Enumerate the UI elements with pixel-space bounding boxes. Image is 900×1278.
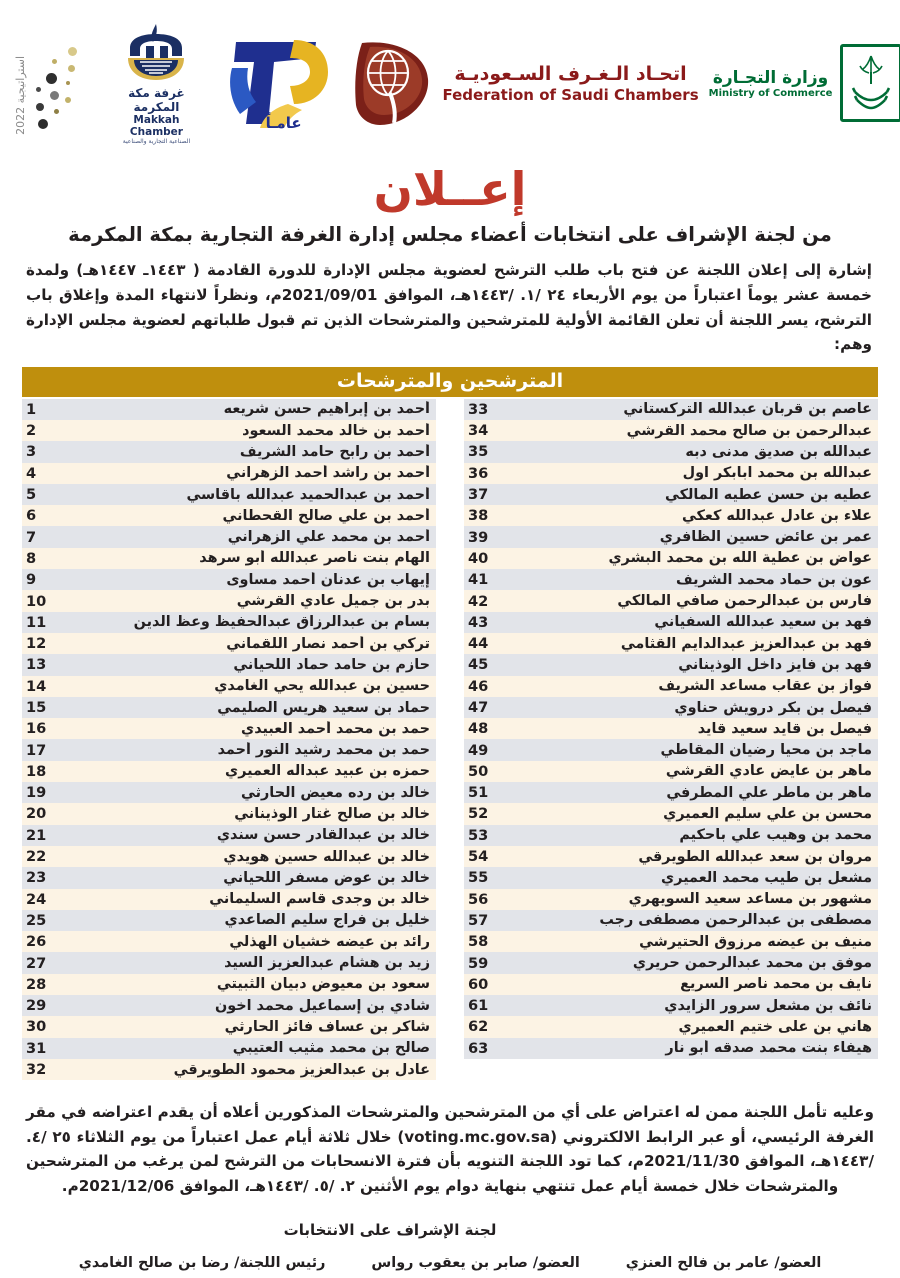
table-row (464, 484, 878, 505)
candidate-number: 34 (468, 422, 489, 440)
table-row (464, 910, 878, 931)
table-row (22, 825, 436, 846)
candidate-name: نائف بن مشعل سرور الزايدي (664, 997, 872, 1014)
candidate-number: 7 (26, 528, 37, 546)
candidate-name: فهد بن فايز داخل الوذيناني (678, 656, 872, 673)
candidate-name: عبدالرحمن بن صالح محمد القرشي (626, 422, 872, 439)
candidate-name: منيف بن عيضه مرزوق الحتيرشي (639, 933, 872, 950)
makkah-chamber-english: Makkah Chamber (129, 113, 183, 138)
table-row (464, 633, 878, 654)
candidate-name: حمزه بن عبيد عبداله العميري (225, 763, 430, 780)
table-row (22, 484, 436, 505)
candidate-name: مروان بن سعد عبدالله الطويرقي (638, 848, 872, 865)
candidate-name: أحمد بن إبراهيم حسن شريعه (223, 401, 430, 418)
candidate-number: 63 (468, 1039, 489, 1057)
table-row (22, 633, 436, 654)
page-title: إعــلان (373, 162, 527, 216)
table-row (22, 718, 436, 739)
makkah-chamber-tagline: الصناعية التجارية والصناعية (122, 137, 191, 145)
candidate-number: 39 (468, 528, 489, 546)
candidate-number: 30 (26, 1018, 47, 1036)
candidate-name: حمد بن محمد أحمد العبيدي (241, 720, 430, 737)
candidate-number: 35 (468, 443, 489, 461)
makkah-chamber-mark-icon (110, 22, 202, 84)
table-row (22, 974, 436, 995)
table-row (22, 803, 436, 824)
candidate-name: أحمد بن عبدالحميد عبدالله باقاسي (186, 486, 430, 503)
candidate-name: فهد بن عبدالعزيز عبدالدايم القثامي (620, 635, 872, 652)
table-row (464, 399, 878, 420)
table-row (22, 761, 436, 782)
candidate-name: أحمد بن خالد محمد السعود (242, 422, 430, 439)
candidate-name: فارس بن عبدالرحمن صافي المالكي (617, 593, 872, 610)
candidate-number: 48 (468, 720, 489, 738)
candidate-name: أحمد بن راشد أحمد الزهراني (226, 465, 430, 482)
candidate-name: حماد بن سعيد هريس الصليمي (217, 699, 430, 716)
table-row (464, 505, 878, 526)
candidate-name: إيهاب بن عدنان أحمد مساوى (226, 571, 430, 588)
candidate-number: 25 (26, 911, 47, 929)
candidate-name: خالد بن عوض مسفر اللحياني (223, 869, 430, 886)
candidates-table-header: المترشحين والمترشحات (22, 367, 878, 397)
candidate-name: حسين بن عبدالله يحي الغامدي (214, 678, 430, 695)
candidate-name: خالد بن رده معيض الحارثي (241, 784, 430, 801)
federation-arabic: اتحـاد الـغـرف السـعوديـة (454, 62, 687, 85)
candidate-number: 57 (468, 911, 489, 929)
table-row (22, 867, 436, 888)
table-row (22, 441, 436, 462)
table-row (464, 718, 878, 739)
strategy-logo-arabic: استراتيجية (13, 56, 27, 104)
logo-bar (0, 0, 900, 150)
candidate-number: 54 (468, 848, 489, 866)
candidate-number: 45 (468, 656, 489, 674)
anniversary-75-label: عامـاً (265, 114, 302, 132)
candidate-number: 50 (468, 762, 489, 780)
strategy-logo-label (14, 54, 29, 135)
signatory: العضو/ صابر بن يعقوب رواس (371, 1254, 580, 1271)
candidate-name: أحمد بن رابح حامد الشريف (239, 443, 430, 460)
candidate-number: 26 (26, 933, 47, 951)
candidate-number: 60 (468, 975, 489, 993)
table-row (22, 654, 436, 675)
candidate-name: حمد بن محمد رشيد النور أحمد (217, 742, 430, 759)
candidate-name: عادل بن عبدالعزيز محمود الطويرقي (173, 1061, 430, 1078)
intro-paragraph: إشارة إلى إعلان اللجنة عن فتح باب طلب الترشح لعضوية مجلس الإدارة للدورة القادمة ( ١٤٤٣ـ ١٤٤٧هـ) ولمدة خمسة عشر يوماً اعتباراً من يوم الأربعاء ٢٤ /١. /١٤٤٣هـ، الموافق 2021/09/01م، ونظراً لانتهاء المدة وإغلاق باب الترشح، يسر اللجنة أن تعلن القائمة الأولية للمترشحين والمترشحات الذين تم قبول طلباتهم لعضوية مجلس الإدارة وهم: (26, 261, 872, 354)
table-row (464, 803, 878, 824)
table-row (22, 505, 436, 526)
table-row (22, 612, 436, 633)
table-row (22, 548, 436, 569)
table-row (464, 569, 878, 590)
table-row (464, 995, 878, 1016)
candidate-number: 14 (26, 677, 47, 695)
candidate-number: 44 (468, 635, 489, 653)
saudi-emblem-icon (840, 44, 900, 122)
table-row (22, 463, 436, 484)
page-subtitle: من لجنة الإشراف على انتخابات أعضاء مجلس إدارة الغرفة التجارية بمكة المكرمة (68, 223, 832, 246)
table-row (22, 697, 436, 718)
candidate-number: 11 (26, 613, 47, 631)
candidate-name: تركي بن أحمد نصار اللقماني (226, 635, 430, 652)
candidate-number: 47 (468, 699, 489, 716)
candidate-name: علاء بن عادل عبدالله كعكي (682, 507, 872, 524)
candidate-number: 28 (26, 975, 47, 993)
candidate-name: بسام بن عبدالرزاق عبدالحفيظ وعظ الدين (133, 614, 430, 631)
table-row (22, 590, 436, 611)
candidate-name: خالد بن صالح غتار الوذيناني (234, 805, 430, 822)
table-row (22, 399, 436, 420)
candidate-name: سعود بن معيوض دبيان الثبيتي (216, 976, 430, 993)
candidate-name: موفق بن محمد عبدالرحمن حريري (632, 955, 872, 972)
table-row (22, 420, 436, 441)
table-row (464, 974, 878, 995)
candidate-number: 55 (468, 869, 489, 887)
table-row (464, 1016, 878, 1037)
candidate-number: 8 (26, 549, 37, 567)
ministry-english: Ministry of Commerce (708, 87, 833, 99)
table-row (464, 526, 878, 547)
candidate-number: 19 (26, 784, 47, 802)
candidate-name: صالح بن محمد مثيب العتيبي (232, 1040, 430, 1057)
candidate-number: 31 (26, 1039, 47, 1057)
candidates-columns (22, 399, 878, 1081)
candidate-number: 27 (26, 954, 47, 972)
candidate-name: عون بن حماد محمد الشريف (675, 571, 872, 588)
candidate-number: 22 (26, 848, 47, 866)
candidate-number: 56 (468, 890, 489, 908)
candidate-number: 29 (26, 997, 47, 1015)
candidate-number: 49 (468, 741, 489, 759)
candidate-number: 59 (468, 954, 489, 972)
table-row (464, 867, 878, 888)
candidate-number: 40 (468, 549, 489, 567)
candidate-name: زيد بن هشام عبدالعزيز السيد (224, 955, 430, 972)
candidate-number: 1 (26, 400, 37, 418)
candidate-name: محمد بن وهيب علي باحكيم (679, 827, 872, 844)
candidates-table (22, 367, 878, 1080)
candidates-column-right (22, 399, 436, 1081)
table-row (464, 463, 878, 484)
makkah-chamber-arabic: غرفة مكة المكرمة (128, 85, 185, 114)
table-row (464, 441, 878, 462)
table-row (22, 846, 436, 867)
candidates-column-left (464, 399, 878, 1081)
table-row (464, 676, 878, 697)
candidate-number: 52 (468, 805, 489, 823)
candidate-name: فهد بن سعيد عبدالله السفياني (654, 614, 872, 631)
candidate-name: عطيه بن حسن عطيه المالكي (665, 486, 872, 503)
candidate-name: نايف بن محمد ناصر السريع (680, 976, 872, 993)
candidate-name: عبدالله بن محمد ابابكر اول (682, 465, 872, 482)
candidate-number: 51 (468, 784, 489, 802)
candidate-name: ماهر بن ماطر علي المطرفي (666, 784, 872, 801)
table-row (22, 931, 436, 952)
candidate-name: خالد بن عبدالقادر حسن سندي (216, 827, 430, 844)
candidate-number: 33 (468, 400, 489, 418)
candidate-name: ماهر بن عايض عادي القرشي (665, 763, 872, 780)
candidate-name: شادي بن إسماعيل محمد اخون (214, 997, 430, 1014)
candidate-name: ماجد بن محيا رضيان المقاطي (660, 742, 872, 759)
table-row (464, 612, 878, 633)
candidate-number: 15 (26, 699, 47, 716)
candidate-name: أحمد بن علي صالح القحطاني (222, 507, 430, 524)
table-row (464, 697, 878, 718)
candidate-name: خالد بن عبدالله حسين هويدي (223, 848, 430, 865)
candidate-number: 58 (468, 933, 489, 951)
candidate-number: 3 (26, 443, 37, 461)
candidate-number: 12 (26, 635, 47, 653)
candidate-name: بدر بن جميل عادي القرشي (236, 593, 430, 610)
federation-english: Federation of Saudi Chambers (442, 85, 699, 104)
table-row (22, 910, 436, 931)
candidate-number: 43 (468, 613, 489, 631)
candidate-number: 13 (26, 656, 47, 674)
candidate-name: خليل بن فراج سليم الصاعدي (224, 912, 430, 929)
table-row (22, 952, 436, 973)
candidate-number: 46 (468, 677, 489, 695)
candidate-number: 6 (26, 507, 37, 525)
candidate-name: مصطفى بن عبدالرحمن مصطفى رجب (599, 912, 872, 929)
table-row (464, 931, 878, 952)
federation-logo (350, 37, 698, 129)
candidate-number: 32 (26, 1061, 47, 1079)
table-row (22, 782, 436, 803)
candidate-number: 53 (468, 826, 489, 844)
candidate-number: 17 (26, 741, 47, 759)
candidate-number: 37 (468, 486, 489, 504)
strategy-2022-logo (0, 31, 86, 135)
candidate-number: 61 (468, 997, 489, 1015)
signatory: العضو/ عامر بن فالح العنزي (625, 1254, 822, 1271)
table-row (464, 761, 878, 782)
candidate-name: عبدالله بن صديق مدنى دبه (685, 443, 872, 460)
federation-mark-icon (350, 37, 434, 129)
table-row (22, 1059, 436, 1080)
table-row (22, 739, 436, 760)
candidate-number: 9 (26, 571, 37, 589)
candidate-name: مشهور بن مساعد سعيد السويهري (628, 891, 872, 908)
table-row (464, 739, 878, 760)
candidate-number: 18 (26, 762, 47, 780)
candidate-number: 5 (26, 486, 37, 504)
candidate-number: 24 (26, 890, 47, 908)
candidate-name: أحمد بن محمد علي الزهراني (227, 529, 430, 546)
table-row (464, 846, 878, 867)
table-row (22, 676, 436, 697)
candidate-number: 41 (468, 571, 489, 589)
table-row (464, 1038, 878, 1059)
table-row (22, 1016, 436, 1037)
strategy-logo-year: 2022 (13, 107, 27, 135)
candidate-name: الهام بنت ناصر عبدالله أبو سرهد (199, 550, 430, 567)
candidate-name: عاصم بن قربان عبدالله التركستاني (623, 401, 872, 418)
candidate-name: حازم بن حامد حماد اللحياني (233, 656, 430, 673)
table-row (22, 526, 436, 547)
ministry-caption (709, 68, 833, 99)
candidate-number: 4 (26, 464, 37, 482)
candidate-name: فيصل بن قايد سعيد قايد (697, 720, 872, 737)
ministry-of-commerce-logo (709, 44, 900, 122)
table-row (22, 995, 436, 1016)
objection-notice: وعليه تأمل اللجنة ممن له اعتراض على أي من المترشحين والمترشحات المذكورين أعلاه أن يقدم اعتراضه في مقر الغرفة الرئيسي، أو عبر الرابط الالكتروني (voting.mc.gov.sa) خلال ثلاثة أيام عمل اعتباراً من يوم الثلاثاء ٢٥ /٤. /١٤٤٣هـ، الموافق 2021/11/30م، كما تود اللجنة التنويه بأن فترة الانسحابات من الترشح لمن يرغب من المترشحين والمترشحات خلال خمسة أيام عمل تنتهي بنهاية دوام يوم الأثنين ٢. /٥. /١٤٤٣هـ، الموافق 2021/12/06م. (26, 1103, 874, 1196)
ministry-arabic: وزارة التجـارة (712, 67, 829, 88)
signatories-row (30, 1255, 870, 1271)
candidate-name: فيصل بن بكر درويش حناوي (674, 699, 872, 716)
makkah-chamber-logo (110, 22, 202, 145)
candidate-number: 21 (26, 826, 47, 844)
candidate-name: مشعل بن طيب محمد العميري (661, 869, 872, 886)
table-row (464, 548, 878, 569)
candidate-name: خالد بن وجدى قاسم السليماني (209, 891, 430, 908)
signatory: رئيس اللجنة/ رضا بن صالح الغامدي (78, 1254, 326, 1271)
table-row (22, 569, 436, 590)
candidate-name: هيفاء بنت محمد صدقه أبو نار (665, 1040, 872, 1057)
candidate-name: عواض بن عطية الله بن محمد البشري (608, 550, 872, 567)
table-row (464, 654, 878, 675)
candidate-name: فواز بن عقاب مساعد الشريف (658, 678, 872, 695)
candidate-name: محسن بن علي سليم العميري (663, 805, 872, 822)
table-row (464, 889, 878, 910)
candidate-number: 38 (468, 507, 489, 525)
candidate-number: 16 (26, 720, 47, 738)
candidate-number: 42 (468, 592, 489, 610)
table-row (464, 590, 878, 611)
federation-caption (442, 63, 698, 104)
table-row (22, 889, 436, 910)
table-row (464, 782, 878, 803)
candidate-number: 2 (26, 422, 37, 440)
candidate-name: عمر بن عائض حسين الظافري (659, 529, 872, 546)
table-row (464, 420, 878, 441)
strategy-dots-icon (32, 43, 86, 135)
candidate-number: 36 (468, 464, 489, 482)
table-row (22, 1038, 436, 1059)
candidate-name: رائد بن عيضه خشيان الهذلي (229, 933, 430, 950)
candidate-number: 20 (26, 805, 47, 823)
committee-signature-line: لجنة الإشراف على الانتخابات (283, 1220, 497, 1239)
anniversary-75-logo (202, 28, 350, 138)
candidate-number: 62 (468, 1018, 489, 1036)
table-row (464, 825, 878, 846)
candidate-number: 23 (26, 869, 47, 887)
candidate-name: شاكر بن عساف فائز الحارثي (224, 1018, 430, 1035)
makkah-chamber-caption (110, 86, 202, 145)
table-row (464, 952, 878, 973)
candidate-name: هاني بن على ختيم العميري (678, 1018, 872, 1035)
candidate-number: 10 (26, 592, 47, 610)
